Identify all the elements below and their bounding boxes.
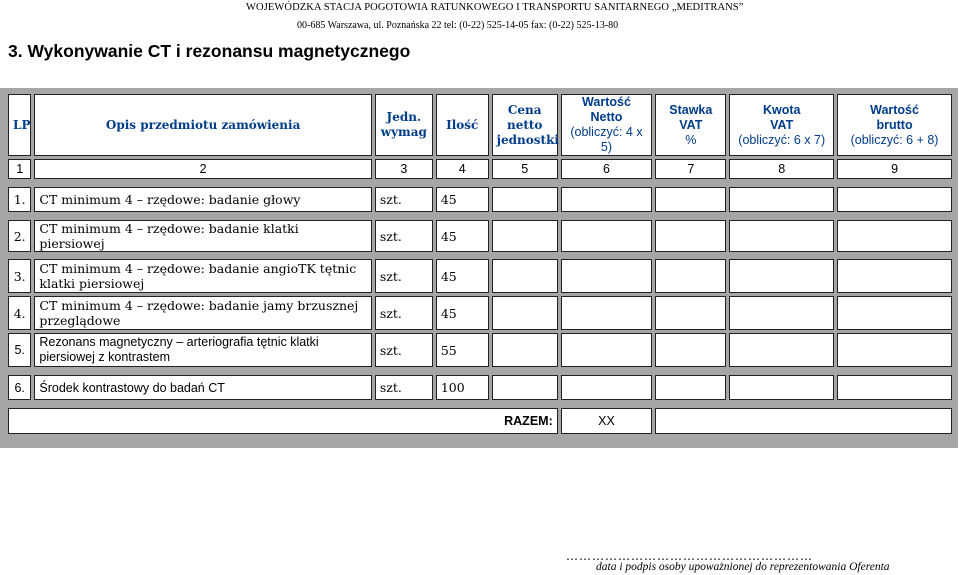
row-wartosc-netto[interactable] <box>561 375 652 400</box>
table-row <box>8 259 952 293</box>
signature-caption: data i podpis osoby upoważnionej do reprezentowania Oferenta <box>596 561 890 573</box>
row-opis: Rezonans magnetyczny – arteriografia tętnic klatki piersiowej z kontrastem <box>34 333 372 367</box>
col-stawka-line1: Stawka <box>669 102 713 117</box>
row-cena[interactable] <box>492 333 558 367</box>
table-row <box>8 220 952 252</box>
row-wartosc-brutto[interactable] <box>837 296 952 330</box>
col-number: 8 <box>729 159 834 179</box>
row-lp: 2. <box>8 220 31 252</box>
row-stawka-vat[interactable] <box>655 259 726 293</box>
row-stawka-vat[interactable] <box>655 296 726 330</box>
col-kwota-line1: Kwota <box>762 102 801 117</box>
col-lp: LP <box>8 94 31 156</box>
table-row <box>8 187 952 212</box>
row-kwota-vat[interactable] <box>729 375 834 400</box>
col-number: 4 <box>436 159 489 179</box>
row-opis: CT minimum 4 – rzędowe: badanie jamy brzusznej przeglądowe <box>34 296 372 330</box>
total-row <box>8 408 952 434</box>
col-brutto-line3: (obliczyć: 6 + 8) <box>850 132 939 147</box>
page-title: 3. Wykonywanie CT i rezonansu magnetycznego <box>8 41 411 61</box>
row-stawka-vat[interactable] <box>655 220 726 252</box>
col-brutto-line1: Wartość <box>870 102 919 117</box>
col-wartosc-line1: Wartość <box>582 95 631 109</box>
row-lp: 5. <box>8 333 31 367</box>
signature-line: ………………………………………………… <box>566 549 813 563</box>
col-ilosc: Ilość <box>436 94 489 156</box>
row-kwota-vat[interactable] <box>729 296 834 330</box>
col-number: 5 <box>492 159 558 179</box>
col-number: 1 <box>8 159 31 179</box>
row-lp: 1. <box>8 187 31 212</box>
row-jedn: szt. <box>375 333 433 367</box>
column-number-row <box>8 159 952 179</box>
row-lp: 3. <box>8 259 31 293</box>
table-row <box>8 333 952 367</box>
col-wartosc-line3: (obliczyć: 4 x 5) <box>570 125 643 154</box>
col-stawka-vat <box>655 94 726 156</box>
row-jedn: szt. <box>375 220 433 252</box>
row-jedn: szt. <box>375 187 433 212</box>
row-wartosc-brutto[interactable] <box>837 220 952 252</box>
row-lp: 6. <box>8 375 31 400</box>
row-stawka-vat[interactable] <box>655 333 726 367</box>
col-brutto-line2: brutto <box>876 117 913 132</box>
header-line2: 00-685 Warszawa, ul. Poznańska 22 tel: (0-22) 525-14-05 fax: (0-22) 525-13-80 <box>297 20 619 31</box>
col-stawka-line3: % <box>685 132 697 147</box>
row-ilosc: 45 <box>436 259 489 293</box>
header-line1: WOJEWÓDZKA STACJA POGOTOWIA RATUNKOWEGO I TRANSPORTU SANITARNEGO „MEDITRANS” <box>246 2 744 13</box>
row-wartosc-netto[interactable] <box>561 220 652 252</box>
col-cena <box>492 94 558 156</box>
row-kwota-vat[interactable] <box>729 187 834 212</box>
col-number: 3 <box>375 159 433 179</box>
row-kwota-vat[interactable] <box>729 259 834 293</box>
total-value: XX <box>561 408 652 434</box>
row-ilosc: 45 <box>436 187 489 212</box>
pricing-table <box>5 91 955 437</box>
row-cena[interactable] <box>492 220 558 252</box>
table-row <box>8 296 952 330</box>
row-ilosc: 45 <box>436 220 489 252</box>
row-wartosc-brutto[interactable] <box>837 375 952 400</box>
col-cena-line2: netto <box>506 117 543 132</box>
col-cena-line1: Cena <box>507 102 542 117</box>
row-ilosc: 55 <box>436 333 489 367</box>
row-jedn: szt. <box>375 259 433 293</box>
row-wartosc-netto[interactable] <box>561 333 652 367</box>
col-jedn-line1: Jedn. <box>386 110 422 124</box>
row-opis: CT minimum 4 – rzędowe: badanie klatki piersiowej <box>34 220 372 252</box>
row-kwota-vat[interactable] <box>729 220 834 252</box>
row-wartosc-brutto[interactable] <box>837 187 952 212</box>
row-wartosc-brutto[interactable] <box>837 259 952 293</box>
row-stawka-vat[interactable] <box>655 187 726 212</box>
col-jedn <box>375 94 433 156</box>
row-cena[interactable] <box>492 187 558 212</box>
col-number: 2 <box>34 159 372 179</box>
row-cena[interactable] <box>492 259 558 293</box>
row-jedn: szt. <box>375 296 433 330</box>
row-wartosc-netto[interactable] <box>561 259 652 293</box>
table-row <box>8 375 952 400</box>
col-jedn-line2: wymag <box>380 125 427 139</box>
col-cena-line3: jednostki <box>496 132 559 147</box>
row-wartosc-netto[interactable] <box>561 187 652 212</box>
col-opis: Opis przedmiotu zamówienia <box>34 94 372 156</box>
col-kwota-line3: (obliczyć: 6 x 7) <box>738 132 826 147</box>
row-jedn: szt. <box>375 375 433 400</box>
col-kwota-vat <box>729 94 834 156</box>
total-empty <box>655 408 952 434</box>
col-wartosc-netto <box>561 94 652 156</box>
col-stawka-line2: VAT <box>679 117 703 132</box>
row-cena[interactable] <box>492 375 558 400</box>
row-ilosc: 100 <box>436 375 489 400</box>
row-wartosc-netto[interactable] <box>561 296 652 330</box>
row-lp: 4. <box>8 296 31 330</box>
row-kwota-vat[interactable] <box>729 333 834 367</box>
col-kwota-line2: VAT <box>770 117 794 132</box>
row-opis: Środek kontrastowy do badań CT <box>34 375 372 400</box>
col-number: 7 <box>655 159 726 179</box>
row-cena[interactable] <box>492 296 558 330</box>
col-number: 6 <box>561 159 652 179</box>
col-number: 9 <box>837 159 952 179</box>
col-wartosc-brutto <box>837 94 952 156</box>
row-opis: CT minimum 4 – rzędowe: badanie głowy <box>34 187 372 212</box>
col-wartosc-line2: Netto <box>590 110 623 124</box>
row-stawka-vat[interactable] <box>655 375 726 400</box>
total-label: RAZEM: <box>8 408 558 434</box>
header-row <box>8 94 952 156</box>
row-ilosc: 45 <box>436 296 489 330</box>
row-opis: CT minimum 4 – rzędowe: badanie angioTK tętnic klatki piersiowej <box>34 259 372 293</box>
row-wartosc-brutto[interactable] <box>837 333 952 367</box>
